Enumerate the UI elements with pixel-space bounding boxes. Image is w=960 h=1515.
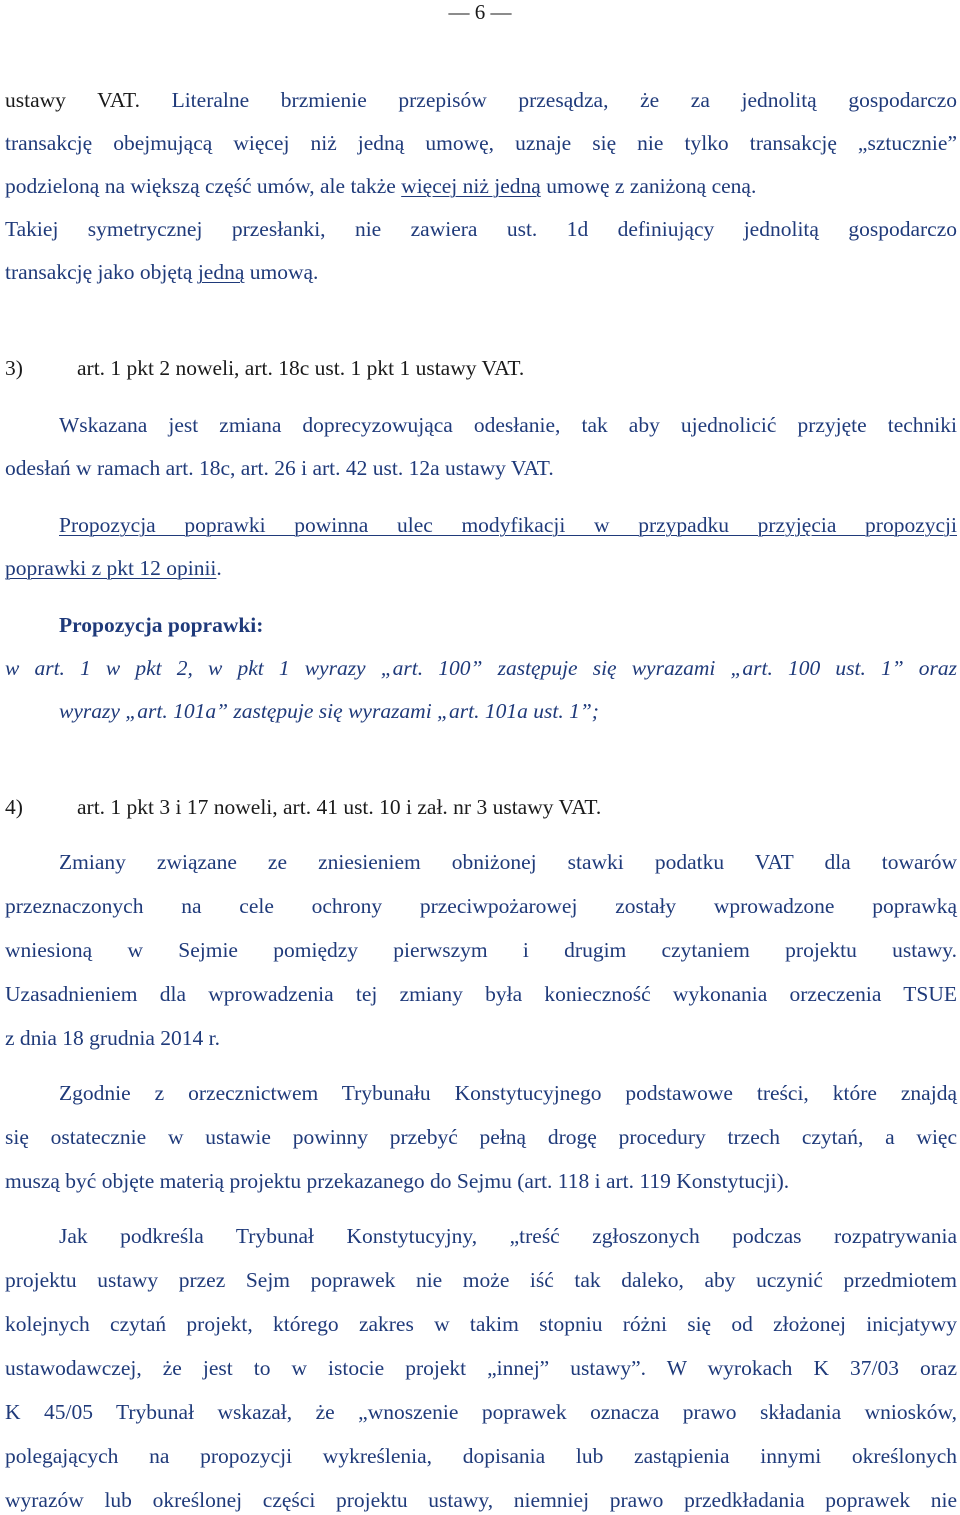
item-3-para1-line-1: Wskazana jest zmiana doprecyzowująca odesłanie, tak aby ujednolicić przyjęte techniki (59, 413, 957, 437)
item-4-para1-line-1: Zmiany związane ze zniesieniem obniżonej stawki podatku VAT dla towarów (59, 850, 957, 874)
item-4-para3-line-6: polegających na propozycji wykreślenia, dopisania lub zastąpienia innymi określonych (5, 1444, 957, 1468)
item-4-number: 4) (5, 795, 23, 819)
item-3-para2-line-2 (5, 554, 957, 582)
item-4-para1-line-3: wniesioną w Sejmie pomiędzy pierwszym i drugim czytaniem projektu ustawy. (5, 938, 957, 962)
amendment-line-2: wyrazy „art. 101a” zastępuje się wyrazami „art. 101a ust. 1”; (59, 699, 599, 723)
item-4-para2-line-1: Zgodnie z orzecznictwem Trybunału Konstytucyjnego podstawowe treści, które znajdą (59, 1081, 957, 1105)
item-4-para2-line-3: muszą być objęte materią projektu przekazanego do Sejmu (art. 118 i art. 119 Konstytucji). (5, 1169, 790, 1193)
item-4-para1-line-2: przeznaczonych na cele ochrony przeciwpożarowej zostały wprowadzone poprawką (5, 894, 957, 918)
item-3-title: art. 1 pkt 2 noweli, art. 18c ust. 1 pkt 1 ustawy VAT. (77, 356, 525, 380)
page-number: — 6 — (448, 0, 512, 24)
item-4-para2-line-2: się ostatecznie w ustawie powinny przebyć pełną drogę procedury trzech czytań, a więc (5, 1125, 957, 1149)
item-4-para1-line-5: z dnia 18 grudnia 2014 r. (5, 1026, 220, 1050)
para1-line-1-start: ustawy VAT. (5, 88, 140, 112)
item-3-para2-line-1-text: Propozycja poprawki powinna ulec modyfikacji w przypadku przyjęcia propozycji (59, 513, 957, 537)
para1-underlined-phrase-2: jedną (197, 260, 245, 284)
item-4-para3-line-7: wyrazów lub określonej części projektu ustawy, niemniej prawo przedkładania poprawek nie (5, 1488, 957, 1512)
para1-line-1-rest: Literalne brzmienie przepisów przesądza, że za jednolitą gospodarczo (171, 88, 957, 112)
para1-line-3 (5, 172, 957, 200)
item-4-para3-line-2: projektu ustawy przez Sejm poprawek nie może iść tak daleko, aby uczynić przedmiotem (5, 1268, 957, 1292)
para1-line-4: Takiej symetrycznej przesłanki, nie zawiera ust. 1d definiujący jednolitą gospodarczo (5, 217, 957, 241)
item-3-para1-line-2: odesłań w ramach art. 18c, art. 26 i art. 42 ust. 12a ustawy VAT. (5, 456, 554, 480)
item-4-para1-line-4: Uzasadnieniem dla wprowadzenia tej zmiany była konieczność wykonania orzeczenia TSUE (5, 982, 957, 1006)
para1-line-5 (5, 258, 957, 286)
item-4-para3-line-5: K 45/05 Trybunał wskazał, że „wnoszenie poprawek oznacza prawo składania wniosków, (5, 1400, 957, 1424)
item-4-para3-line-3: kolejnych czytań projekt, którego zakres w takim stopniu różni się od złożonej inicjatywy (5, 1312, 957, 1336)
para1-line-3-start: podzieloną na większą część umów, ale także (5, 174, 402, 198)
amendment-line-1: w art. 1 w pkt 2, w pkt 1 wyrazy „art. 100” zastępuje się wyrazami „art. 100 ust. 1” oraz (5, 656, 957, 680)
para1-line-5-start: transakcję jako objętą (5, 260, 198, 284)
item-4-title: art. 1 pkt 3 i 17 noweli, art. 41 ust. 10 i zał. nr 3 ustawy VAT. (77, 795, 602, 819)
para1-underlined-phrase-1: więcej niż jedną (401, 174, 541, 198)
item-3-para2-line-1 (59, 511, 957, 539)
item-3-number: 3) (5, 356, 23, 380)
item-3-para2-line-2-period: . (216, 556, 222, 580)
proposal-heading: Propozycja poprawki: (59, 613, 264, 637)
item-4-para3-line-4: ustawodawczej, że jest to w istocie projekt „innej” ustawy”. W wyrokach K 37/03 oraz (5, 1356, 957, 1380)
item-4-para3-line-1: Jak podkreśla Trybunał Konstytucyjny, „treść zgłoszonych podczas rozpatrywania (59, 1224, 957, 1248)
item-4-header (5, 793, 601, 821)
para1-line-5-end: umową. (244, 260, 319, 284)
para1-line-2: transakcję obejmującą więcej niż jedną umowę, uznaje się nie tylko transakcję „sztucznie” (5, 131, 957, 155)
para1-line-1 (5, 86, 957, 114)
item-3-header (5, 354, 524, 382)
para1-line-3-end: umowę z zaniżoną ceną. (540, 174, 757, 198)
item-3-para2-line-2-text: poprawki z pkt 12 opinii (5, 556, 217, 580)
